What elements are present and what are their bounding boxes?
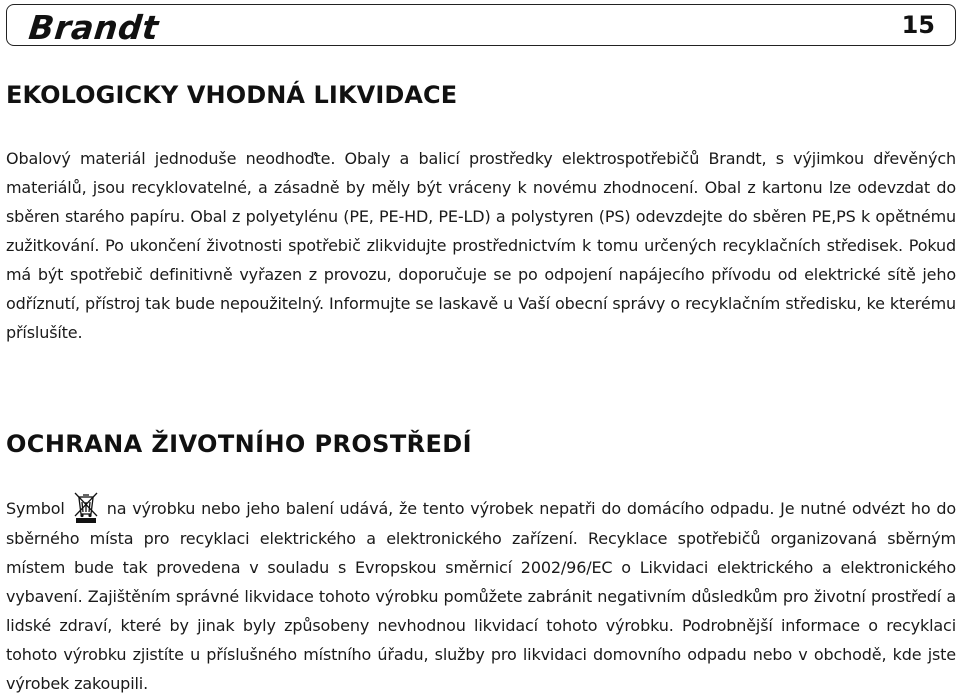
brand-logo: Brandt [26,8,161,47]
page-number: 15 [901,11,935,39]
paragraph-ecological-disposal: Obalový materiál jednoduše neodhoďte. Obaly a balicí prostředky elektrospotřebičů Brandt, s výjimkou dřevěných materiálů, jsou recyklovatelné, a zásadně by měly být vráceny k novému zhodnocení. Obal z kartonu lze odevzdat do sběren starého papíru. Obal z polyetylénu (PE, PE-HD, PE-LD) a polystyren (PS) odevzdejte do sběren PE,PS k opětnému zužitkování. Po ukončení životnosti spotřebič zlikvidujte prostřednictvím k tomu určených recyklačních středisek. Pokud má být spotřebič definitivně vyřazen z provozu, doporučuje se po odpojení napájecího přívodu od elektrické sítě jeho odříznutí, přístroj tak bude nepoužitelný. Informujte se laskavě u Vaší obecní správy o recyklačním středisku, ke kterému příslušíte. [6,149,956,342]
paragraph-environment-protection [6,492,956,698]
symbol-label: Symbol [6,499,65,518]
heading-ecological-disposal: EKOLOGICKY VHODNÁ LIKVIDACE [6,81,458,109]
page-header [6,4,956,46]
heading-environment-protection: OCHRANA ŽIVOTNÍHO PROSTŘEDÍ [6,430,472,458]
crossed-out-wheelie-bin-icon [68,492,104,524]
symbol-description-text: na výrobku nebo jeho balení udává, že tento výrobek nepatři do domácího odpadu. Je nutné odvézt ho do sběrného místa pro recyklaci elektrického a elektronického zařízení. Recyklace spotřebičů organizovaná sběrným místem bude tak provedena v souladu s Evropskou směrnicí 2002/96/EC o Likvidaci elektrického a elektronického vybavení. Zajištěním správné likvidace tohoto výrobku pomůžete zabránit negativním důsledkům pro životní prostředí a lidské zdraví, které by jinak byly způsobeny nevhodnou likvidací tohoto výrobku. Podrobnější informace o recyklaci tohoto výrobku zjistíte u příslušného místního úřadu, služby pro likvidaci domovního odpadu nebo v obchodě, kde jste výrobek zakoupili. [6,499,956,693]
